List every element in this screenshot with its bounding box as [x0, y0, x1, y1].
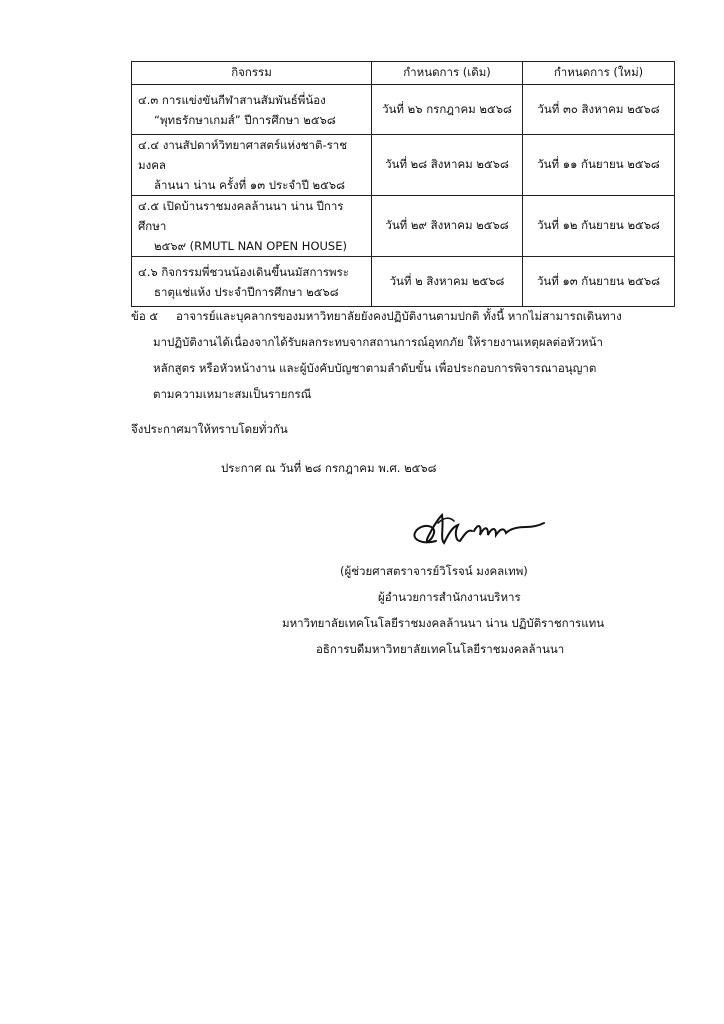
old-date-cell: วันที่ ๒๙ สิงหาคม ๒๕๖๘	[372, 196, 523, 257]
activity-line: “พุทธรักษาเกมส์” ปีการศึกษา ๒๕๖๘	[154, 112, 336, 127]
new-date-cell: วันที่ ๑๒ กันยายน ๒๕๖๘	[523, 196, 675, 257]
announcement-date: ประกาศ ณ วันที่ ๒๘ กรกฎาคม พ.ศ. ๒๕๖๘	[221, 461, 437, 475]
clause-line: มาปฏิบัติงานได้เนื่องจากได้รับผลกระทบจากสถานการณ์อุทกภัย ให้รายงานเหตุผลต่อหัวหน้า	[153, 335, 603, 349]
table-row	[132, 257, 675, 307]
new-date-cell: วันที่ ๓๐ สิงหาคม ๒๕๖๘	[523, 85, 675, 135]
old-date-cell: วันที่ ๒๘ สิงหาคม ๒๕๖๘	[372, 135, 523, 196]
activity-line: ล้านนา น่าน ครั้งที่ ๑๓ ประจำปี ๒๕๖๘	[154, 178, 345, 192]
clause-line: อาจารย์และบุคลากรของมหาวิทยาลัยยังคงปฏิบัติงานตามปกติ ทั้งนี้ หากไม่สามารถเดินทาง	[176, 309, 622, 323]
signatory-position: อธิการบดีมหาวิทยาลัยเทคโนโลยีราชมงคลล้านนา	[316, 642, 565, 656]
old-date-cell: วันที่ ๒๖ กรกฎาคม ๒๕๖๘	[372, 85, 523, 135]
activity-cell	[132, 85, 372, 135]
signatory-position: ผู้อำนวยการสำนักงานบริหาร	[378, 590, 521, 604]
activity-cell	[132, 257, 372, 307]
table-row	[132, 196, 675, 257]
table-row	[132, 135, 675, 196]
signatory-name: (ผู้ช่วยศาสตราจารย์วิโรจน์ มงคลเทพ)	[340, 564, 528, 578]
schedule-table	[131, 61, 675, 307]
activity-line: ๒๕๖๙ (RMUTL NAN OPEN HOUSE)	[154, 239, 347, 253]
header-activity: กิจกรรม	[132, 62, 372, 85]
activity-line: ๔.๕ เปิดบ้านราชมงคลล้านนา น่าน ปีการศึกษา	[138, 199, 344, 233]
activity-line: ๔.๔ งานสัปดาห์วิทยาศาสตร์แห่งชาติ-ราชมงคล	[138, 138, 348, 172]
header-new-schedule: กำหนดการ (ใหม่)	[523, 62, 675, 85]
table-header-row	[132, 62, 675, 85]
clause-line: ตามความเหมาะสมเป็นรายกรณี	[153, 387, 312, 401]
clause-continuation	[153, 329, 673, 407]
new-date-cell: วันที่ ๑๑ กันยายน ๒๕๖๘	[523, 135, 675, 196]
signatory-position: มหาวิทยาลัยเทคโนโลยีราชมงคลล้านนา น่าน ปฏิบัติราชการแทน	[282, 616, 605, 630]
signatory-block	[220, 558, 690, 662]
activity-line: ๔.๓ การแข่งขันกีฬาสานสัมพันธ์พี่น้อง	[138, 92, 326, 107]
activity-line: ๔.๖ กิจกรรมพี่ชวนน้องเดินขึ้นนมัสการพระ	[138, 264, 349, 279]
old-date-cell: วันที่ ๒ สิงหาคม ๒๕๖๘	[372, 257, 523, 307]
handwritten-signature	[398, 505, 548, 555]
clause-number: ข้อ ๕	[131, 309, 159, 323]
header-old-schedule: กำหนดการ (เดิม)	[372, 62, 523, 85]
activity-cell	[132, 135, 372, 196]
table-row	[132, 85, 675, 135]
clause-line: หลักสูตร หรือหัวหน้างาน และผู้บังคับบัญชาตามลำดับขั้น เพื่อประกอบการพิจารณาอนุญาต	[153, 361, 597, 375]
activity-cell	[132, 196, 372, 257]
new-date-cell: วันที่ ๑๓ กันยายน ๒๕๖๘	[523, 257, 675, 307]
closing-statement: จึงประกาศมาให้ทราบโดยทั่วกัน	[131, 422, 288, 436]
activity-line: ธาตุแช่แห้ง ประจำปีการศึกษา ๒๕๖๘	[154, 284, 339, 299]
